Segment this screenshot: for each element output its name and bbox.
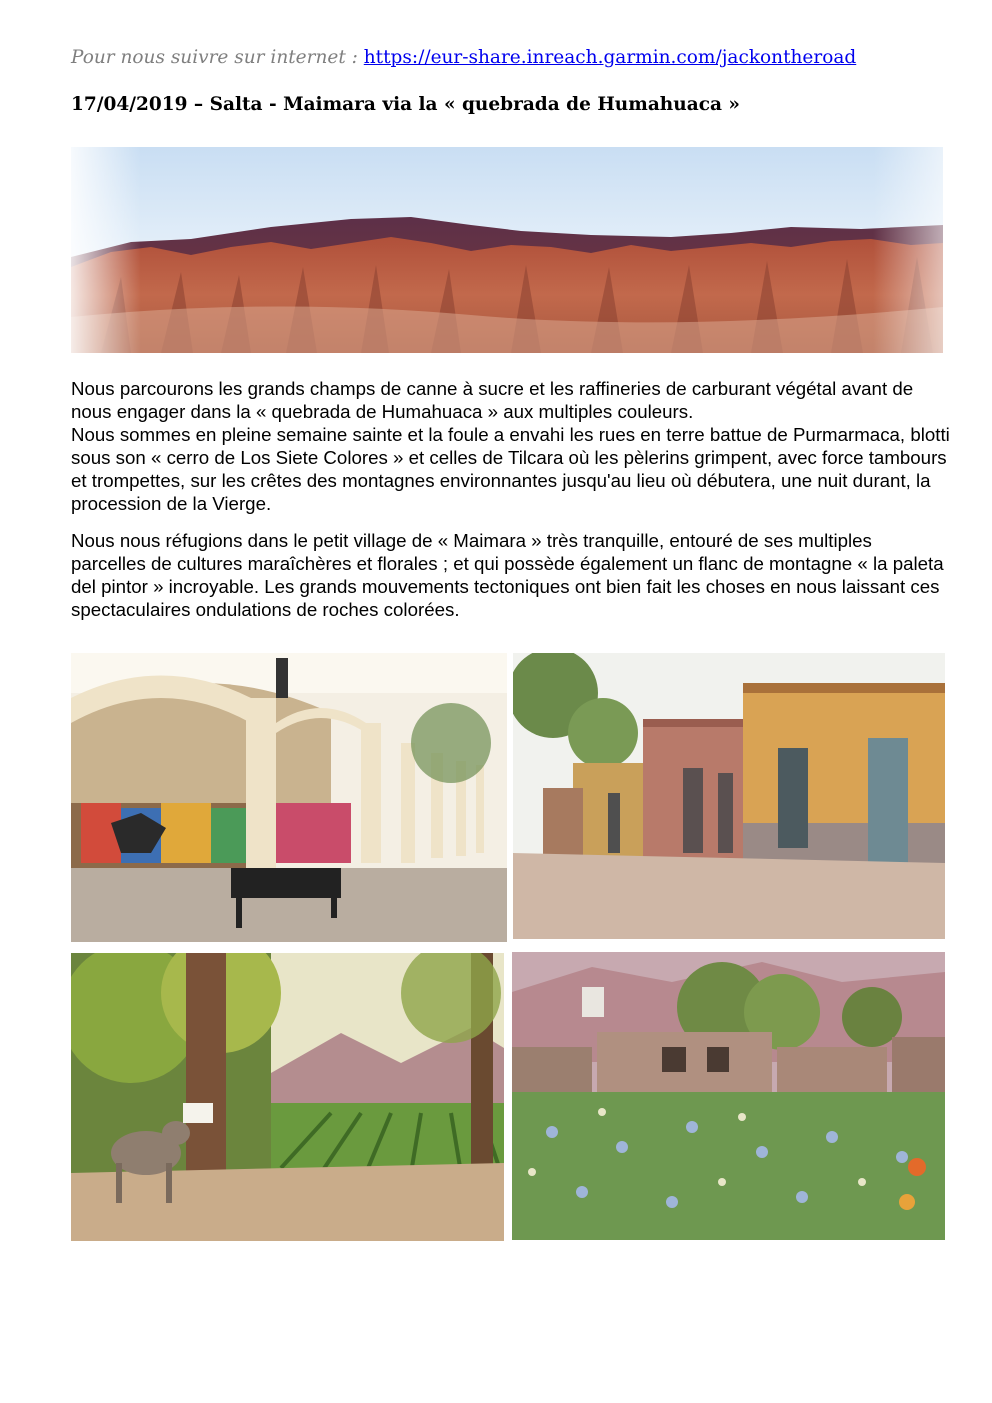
paragraph-2: Nous sommes en pleine semaine sainte et la foule a envahi les rues en terre battue de Purmarmaca, blotti sous son « cerro de Los Siete Colores » et celles de Tilcara où les pèlerins grimpent, avec force tambours et trompettes, sur les crêtes des montagnes environnantes jusqu'au lieu où débutera, une nuit durant, la procession de la Vierge. <box>71 424 950 514</box>
entry-title: 17/04/2019 – Salta - Maimara via la « quebrada de Humahuaca » <box>71 94 740 115</box>
paragraph-3: Nous nous réfugions dans le petit village de « Maimara » très tranquille, entouré de ses multiples parcelles de cultures maraîchères et florales ; et qui possède également un flanc de montagne « la paleta del pintor » incroyable. Les grands mouvements tectoniques ont bien fait les choses en nous laissant ces spectaculaires ondulations de roches colorées. <box>71 530 944 620</box>
follow-label: Pour nous suivre sur internet : <box>71 47 364 68</box>
panorama-photo <box>71 147 943 353</box>
tracking-link[interactable]: https://eur-share.inreach.garmin.com/jackontheroad <box>363 47 857 68</box>
colonial-street-photo <box>513 653 945 939</box>
paragraph-1: Nous parcourons les grands champs de canne à sucre et les raffineries de carburant végétal avant de nous engager dans la « quebrada de Humahuaca » aux multiples couleurs. <box>71 378 914 422</box>
follow-line <box>71 47 856 68</box>
arcade-mural-photo <box>71 653 507 942</box>
adobe-house-flowers-photo <box>512 952 945 1240</box>
donkey-fields-photo <box>71 953 504 1241</box>
